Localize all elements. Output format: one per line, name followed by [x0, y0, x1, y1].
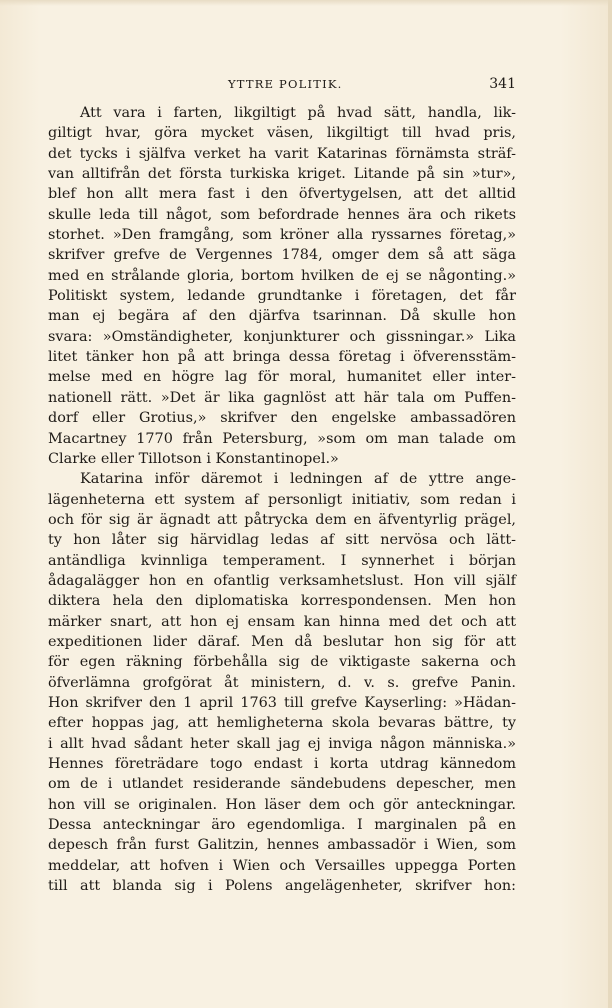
text-line: hon vill se originalen. Hon läser dem och gör anteckningar.: [48, 796, 516, 813]
text-line: skrifver grefve de Vergennes 1784, omger dem så att säga: [48, 247, 516, 264]
text-line: lägenheterna ett system af personligt initiativ, som redan i: [48, 491, 516, 508]
body-text: [48, 103, 516, 896]
text-line: nationell rätt. »Det är lika gagnlöst att här tala om Puffen-: [48, 389, 516, 406]
text-line: märker snart, att hon ej ensam kan hinna med det och att: [48, 613, 516, 630]
text-line: Hennes företrädare togo endast i korta utdrag kännedom: [48, 756, 516, 772]
text-line: antändliga kvinnliga temperament. I synnerhet i början: [48, 552, 516, 569]
text-line: skulle leda till något, som befordrade hennes ära och rikets: [48, 206, 516, 223]
text-line: depesch från furst Galitzin, hennes ambassadör i Wien, som: [48, 837, 516, 854]
text-line: och för sig är ägnadt att påtrycka dem en äfventyrlig prägel,: [48, 511, 516, 528]
text-line: Katarina inför däremot i ledningen af de yttre ange-: [80, 471, 516, 488]
text-line: Politiskt system, ledande grundtanke i företagen, det får: [48, 288, 516, 305]
text-line: storhet. »Den framgång, som kröner alla ryssarnes företag,»: [48, 227, 516, 244]
text-line: dorf eller Grotius,» skrifver den engelske ambassadören: [48, 410, 516, 427]
running-header: [48, 77, 516, 99]
text-line: det tycks i själfva verket ha varit Katarinas förnämsta sträf-: [48, 145, 516, 162]
text-line: meddelar, att hofven i Wien och Versailles uppegga Porten: [48, 857, 516, 874]
text-line: Clarke eller Tillotson i Konstantinopel.»: [48, 450, 339, 467]
text-line: i allt hvad sådant heter skall jag ej inviga någon människa.»: [48, 735, 516, 752]
text-line: Hon skrifver den 1 april 1763 till grefve Kayserling: »Hädan-: [48, 694, 516, 711]
text-line: litet tänker hon på att bringa dessa företag i öfverensstäm-: [48, 349, 516, 366]
text-line: Att vara i farten, likgiltigt på hvad sätt, handla, lik-: [80, 105, 516, 121]
running-title: YTTRE POLITIK.: [228, 77, 343, 91]
page-top-edge: [0, 0, 612, 6]
text-line: med en strålande gloria, bortom hvilken de ej se någonting.»: [48, 267, 516, 284]
text-line: efter hoppas jag, att hemligheterna skola bevaras bättre, ty: [48, 715, 516, 732]
text-line: öfverlämna grofgörat åt ministern, d. v. s. grefve Panin.: [48, 674, 516, 691]
text-line: giltigt hvar, göra mycket väsen, likgiltigt till hvad pris,: [48, 125, 516, 142]
text-line: till att blanda sig i Polens angelägenheter, skrifver hon:: [48, 878, 516, 895]
text-line: ty hon låter sig härvidlag ledas af sitt nervösa och lätt-: [48, 532, 516, 549]
text-line: diktera hela den diplomatiska korrespondensen. Men hon: [48, 593, 516, 610]
text-line: blef hon allt mera fast i den öfvertygelsen, att det alltid: [48, 186, 516, 203]
page-right-edge: [608, 0, 612, 1008]
text-line: om de i utlandet residerande sändebudens depescher, men: [48, 776, 516, 793]
text-line: Dessa anteckningar äro egendomliga. I marginalen på en: [48, 817, 516, 834]
text-line: man ej begära af den djärfva tsarinnan. Då skulle hon: [48, 308, 516, 325]
text-line: ådagalägger hon en ofantlig verksamhetslust. Hon vill själf: [48, 572, 516, 589]
text-line: expeditionen lider däraf. Men då beslutar hon sig för att: [48, 633, 516, 650]
page-number: 341: [489, 76, 516, 92]
text-line: svara: »Omständigheter, konjunkturer och gissningar.» Lika: [48, 328, 516, 345]
text-line: van alltifrån det första turkiska kriget. Litande på sin »tur»,: [48, 166, 516, 183]
text-line: för egen räkning förbehålla sig de viktigaste sakerna och: [48, 654, 516, 671]
text-line: melse med en högre lag för moral, humanitet eller inter-: [48, 369, 516, 386]
text-line: Macartney 1770 från Petersburg, »som om man talade om: [48, 430, 516, 447]
